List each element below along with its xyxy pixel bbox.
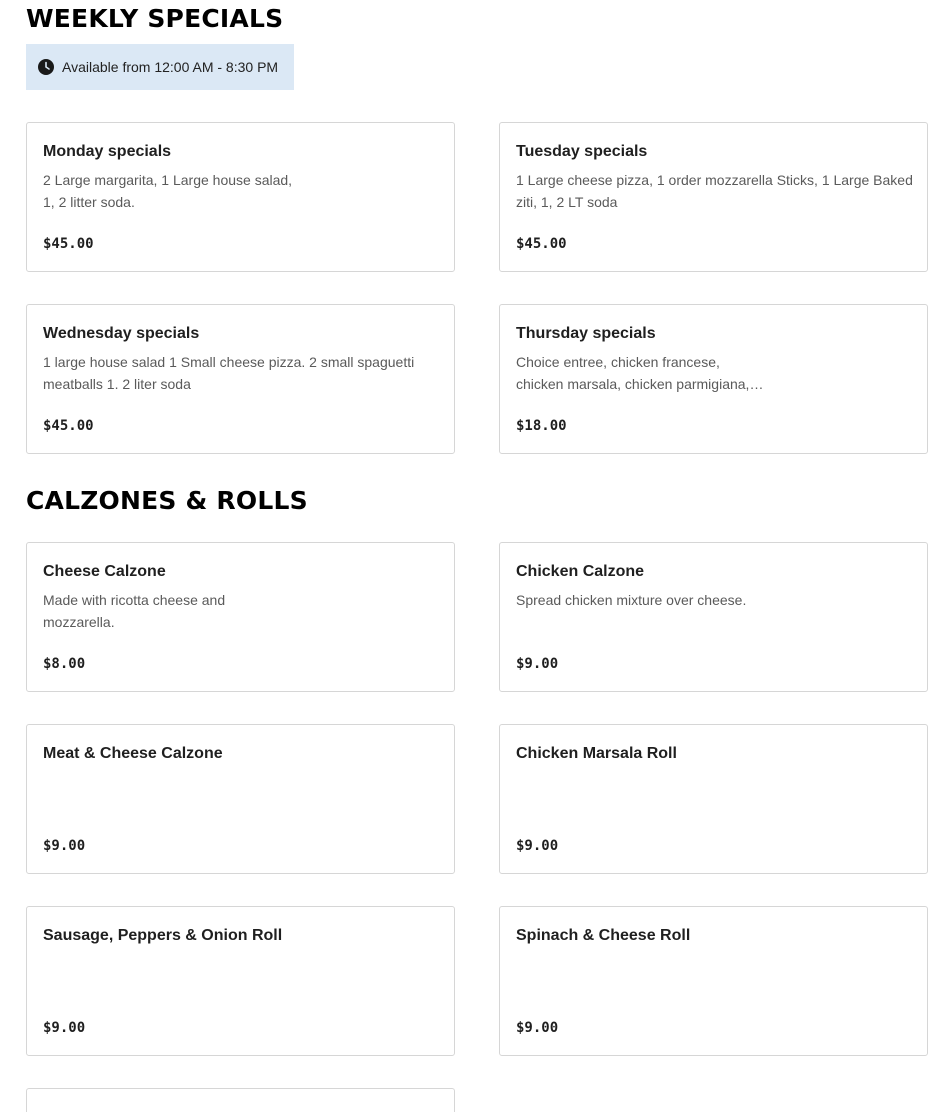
clock-icon (38, 59, 54, 75)
item-description: Made with ricotta cheese and mozzarella. (43, 592, 226, 630)
item-name: Meat & Cheese Calzone (43, 745, 223, 762)
item-price: $9.00 (43, 838, 86, 854)
item-description: 2 Large margarita, 1 Large house salad, 1, 2 litter soda. (43, 172, 293, 210)
section-title-calzones-rolls: CALZONES & ROLLS (26, 486, 308, 515)
menu-item-card[interactable] (26, 542, 455, 692)
availability-text: Available from 12:00 AM - 8:30 PM (62, 59, 279, 75)
menu-item-card[interactable] (499, 122, 928, 272)
section-title-weekly-specials: WEEKLY SPECIALS (26, 4, 284, 33)
item-description: Spread chicken mixture over cheese. (516, 592, 747, 608)
item-price: $45.00 (43, 418, 94, 434)
item-description: 1 Large cheese pizza, 1 order mozzarella Sticks, 1 Large Baked ziti, 1, 2 LT soda (516, 172, 913, 210)
item-description: Choice entree, chicken francese, chicken marsala, chicken parmigiana,… (516, 354, 764, 392)
item-description: 1 large house salad 1 Small cheese pizza. 2 small spaguetti meatballs 1. 2 liter soda (43, 354, 415, 392)
menu-item-card-partial[interactable] (26, 1088, 455, 1112)
menu-item-card[interactable] (499, 724, 928, 874)
menu-item-card[interactable] (26, 724, 455, 874)
item-name: Monday specials (43, 143, 172, 160)
item-price: $9.00 (516, 656, 559, 672)
availability-badge (26, 44, 294, 90)
item-name: Thursday specials (516, 325, 656, 342)
item-name: Spinach & Cheese Roll (516, 927, 691, 944)
menu-item-card[interactable] (26, 122, 455, 272)
item-price: $18.00 (516, 418, 567, 434)
menu-item-card[interactable] (499, 304, 928, 454)
item-name: Sausage, Peppers & Onion Roll (43, 927, 283, 944)
item-name: Tuesday specials (516, 143, 648, 160)
menu-item-card[interactable] (499, 906, 928, 1056)
item-name: Cheese Calzone (43, 563, 166, 580)
item-price: $9.00 (516, 838, 559, 854)
item-name: Chicken Marsala Roll (516, 745, 677, 762)
menu-item-card[interactable] (26, 906, 455, 1056)
menu-item-card[interactable] (499, 542, 928, 692)
item-price: $9.00 (43, 1020, 86, 1036)
item-price: $45.00 (516, 236, 567, 252)
menu-item-card[interactable] (26, 304, 455, 454)
item-price: $45.00 (43, 236, 94, 252)
item-price: $9.00 (516, 1020, 559, 1036)
item-price: $8.00 (43, 656, 86, 672)
item-name: Chicken Calzone (516, 563, 645, 580)
item-name: Wednesday specials (43, 325, 200, 342)
